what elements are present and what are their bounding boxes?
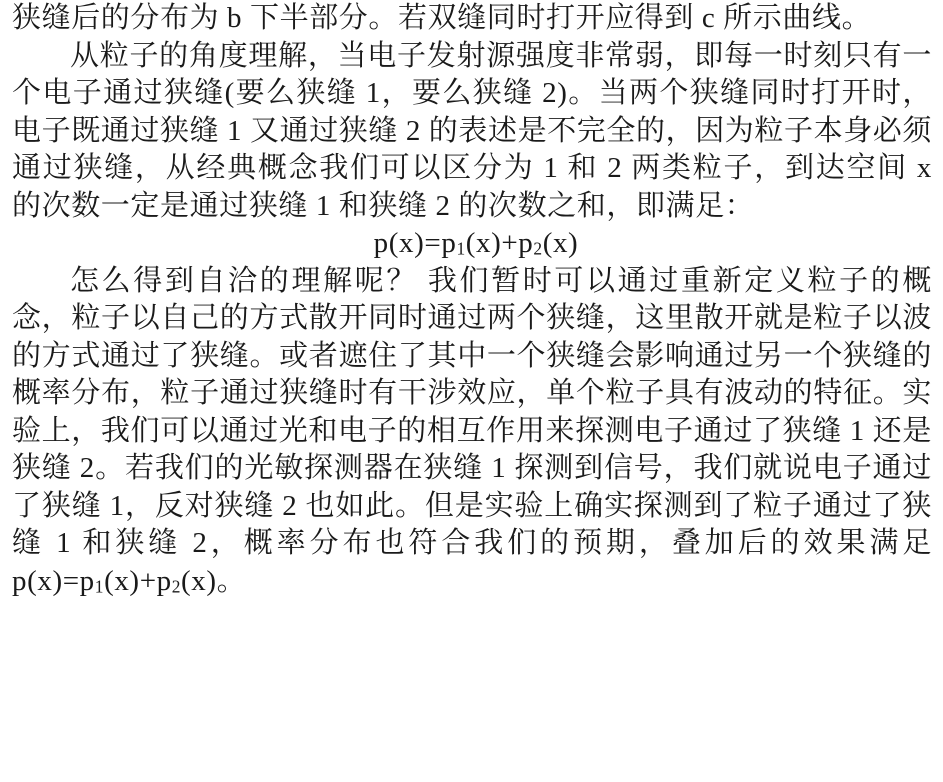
probability-sum-formula	[12, 225, 932, 263]
inline-formula-sub-1: 1	[94, 576, 105, 597]
formula-lhs: p(x)=p	[373, 227, 457, 259]
formula-mid: (x)+p	[465, 227, 534, 259]
formula-sub-2: 2	[533, 238, 543, 259]
inline-formula-mid: (x)+p	[104, 564, 172, 597]
paragraph-self-consistent-text: 怎么得到自洽的理解呢？ 我们暂时可以通过重新定义粒子的概念，粒子以自己的方式散开同时通过两个狭缝，这里散开就是粒子以波的方式通过了狭缝。或者遮住了其中一个狭缝会影响通过另一个狭缝的概率分布，粒子通过狭缝时有干涉效应，单个粒子具有波动的特征。实验上，我们可以通过光和电子的相互作用来探测电子通过了狭缝 1 还是狭缝 2。若我们的光敏探测器在狭缝 1 探测到信号，我们就说电子通过了狭缝 1，反对狭缝 2 也如此。但是实验上确实探测到了粒子通过了狭缝 1 和狭缝 2，概率分布也符合我们的预期，叠加后的效果满足 p(x)	[12, 264, 932, 597]
formula-rhs: (x)	[542, 227, 579, 259]
formula-sub-1: 1	[456, 238, 466, 259]
paragraph-self-consistent	[12, 263, 932, 601]
document-body	[12, 0, 932, 600]
paragraph-continuation: 狭缝后的分布为 b 下半部分。若双缝同时打开应得到 c 所示曲线。	[12, 2, 872, 34]
paragraph-particle-view: 从粒子的角度理解，当电子发射源强度非常弱，即每一时刻只有一个电子通过狭缝(要么狭缝 1，要么狭缝 2)。当两个狭缝同时打开时，电子既通过狭缝 1 又通过狭缝 2 的表述是不完全的，因为粒子本身必须通过狭缝，从经典概念我们可以区分为 1 和 2 两类粒子，到达空间 x 的次数一定是通过狭缝 1 和狭缝 2 的次数之和，即满足：	[12, 39, 933, 222]
inline-formula-lhs: =p	[62, 564, 95, 597]
inline-formula-rhs: (x)。	[181, 564, 247, 597]
inline-formula-sub-2: 2	[171, 576, 182, 597]
